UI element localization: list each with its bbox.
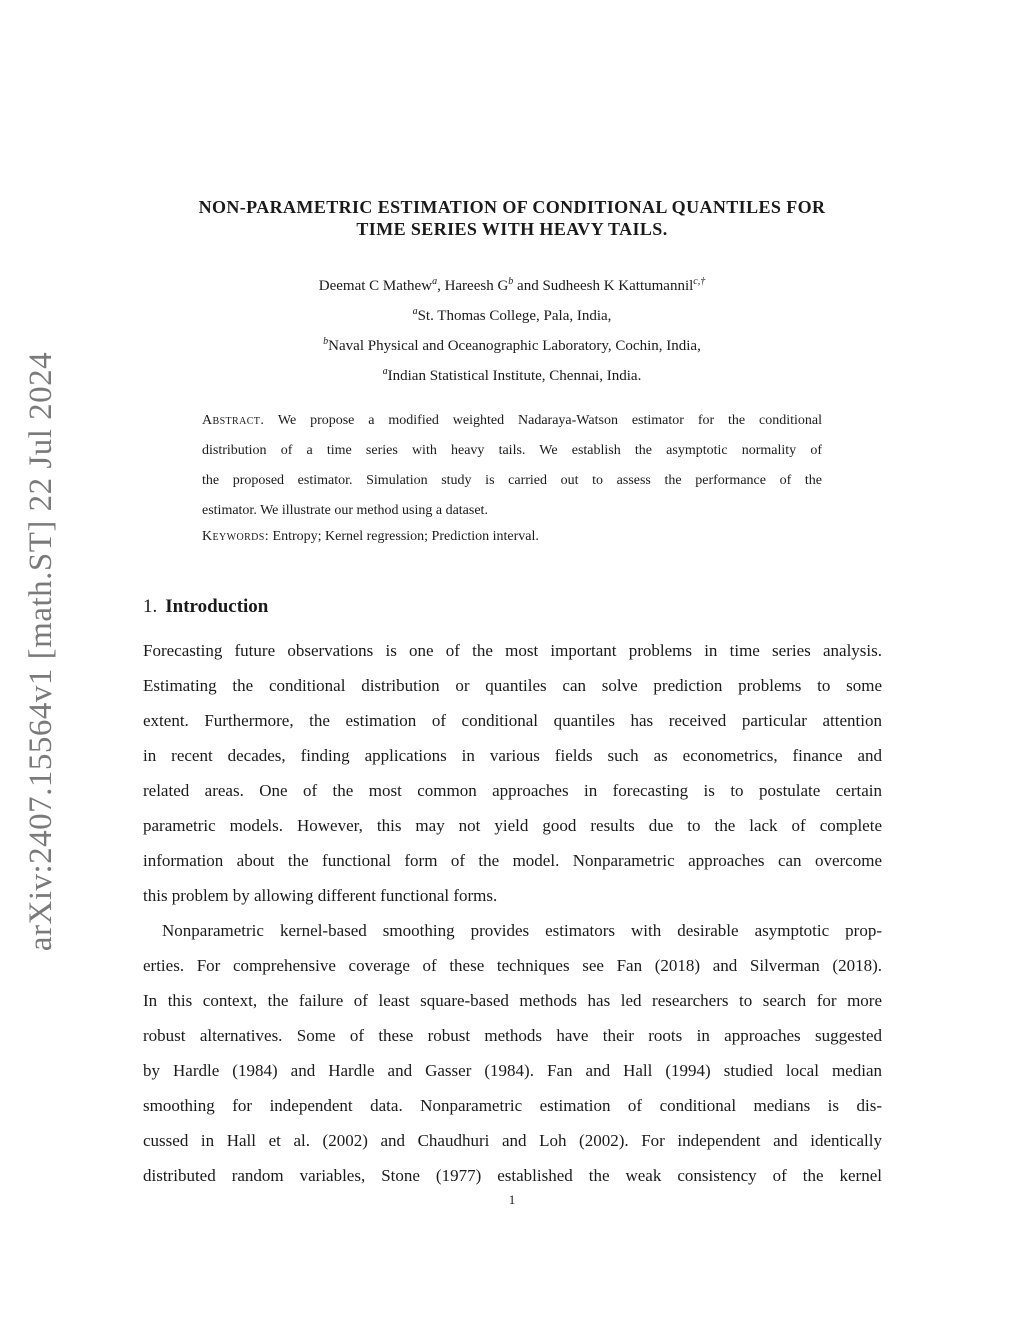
text-line: parametric models. However, this may not yield good results due to the lack of complete [143,816,882,835]
abstract [202,406,822,526]
affiliation [212,330,812,360]
text-line: information about the functional form of the model. Nonparametric approaches can overcome [143,851,882,870]
text-line: related areas. One of the most common approaches in forecasting is to postulate certain [143,781,882,800]
affiliation [212,300,812,330]
keywords-label: Keywords: [202,529,270,544]
author-superscript: a [432,276,438,287]
author-name: Hareesh G [444,278,509,294]
text-line: this problem by allowing different functional forms. [143,886,498,905]
text-line: In this context, the failure of least square-based methods has led researchers to search for more [143,991,882,1010]
affiliation-text: Naval Physical and Oceanographic Laboratory, Cochin, India, [328,338,701,354]
abstract-line: estimator. We illustrate our method using a dataset. [202,503,488,518]
author-list [212,270,812,300]
affiliation [212,360,812,390]
text-line: Forecasting future observations is one of the most important problems in time series analysis. [143,641,882,660]
affiliation-text: Indian Statistical Institute, Chennai, India. [387,368,642,384]
author-name: Deemat C Mathew [318,278,433,294]
title-line-2: TIME SERIES WITH HEAVY TAILS. [356,219,668,239]
abstract-line: distribution of a time series with heavy tails. We establish the asymptotic normality of [202,443,822,458]
author-name: Sudheesh K Kattumannil [542,278,694,294]
affiliation-text: St. Thomas College, Pala, India, [417,308,612,324]
affiliation-superscript: a [382,366,388,377]
authors-affiliations [212,270,812,390]
paper-title [140,196,884,240]
text-line: smoothing for independent data. Nonparametric estimation of conditional medians is dis- [143,1096,882,1115]
arxiv-identifier-stamp [24,346,60,956]
text-line: by Hardle (1984) and Hardle and Gasser (1984). Fan and Hall (1994) studied local median [143,1061,882,1080]
author-separator: and [513,278,543,294]
author-superscript: b [508,276,514,287]
section-number: 1. [143,596,158,617]
text-line: cussed in Hall et al. (2002) and Chaudhuri and Loh (2002). For independent and identically [143,1131,882,1150]
abstract-line: the proposed estimator. Simulation study is carried out to assess the performance of the [202,473,822,488]
keywords [202,525,822,549]
section-title: Introduction [165,596,269,617]
affiliation-superscript: b [323,336,329,347]
section-heading [143,594,268,620]
title-line-1: NON-PARAMETRIC ESTIMATION OF CONDITIONAL QUANTILES FOR [198,197,826,217]
text-line: Estimating the conditional distribution or quantiles can solve prediction problems to some [143,676,882,695]
text-line: robust alternatives. Some of these robust methods have their roots in approaches suggested [143,1026,882,1045]
paragraph-2 [143,913,882,1193]
keywords-text: Entropy; Kernel regression; Prediction interval. [272,529,539,544]
text-line: in recent decades, finding applications in various fields such as econometrics, finance and [143,746,882,765]
abstract-line: Abstract. We propose a modified weighted Nadaraya-Watson estimator for the conditional [202,413,823,428]
author-superscript: c,† [693,276,706,287]
author-separator: , [437,278,445,294]
text-line: Nonparametric kernel-based smoothing provides estimators with desirable asymptotic prop- [162,921,882,940]
arxiv-identifier-text: arXiv:2407.15564v1 [math.ST] 22 Jul 2024 [23,351,60,951]
paragraph-1 [143,633,882,913]
text-line: erties. For comprehensive coverage of these techniques see Fan (2018) and Silverman (2018). [143,956,882,975]
text-line: distributed random variables, Stone (1977) established the weak consistency of the kernel [143,1166,882,1185]
page-number: 1 [508,1192,516,1207]
affiliation-superscript: a [412,306,418,317]
text-line: extent. Furthermore, the estimation of conditional quantiles has received particular attention [143,711,882,730]
abstract-label: Abstract. [202,413,265,428]
